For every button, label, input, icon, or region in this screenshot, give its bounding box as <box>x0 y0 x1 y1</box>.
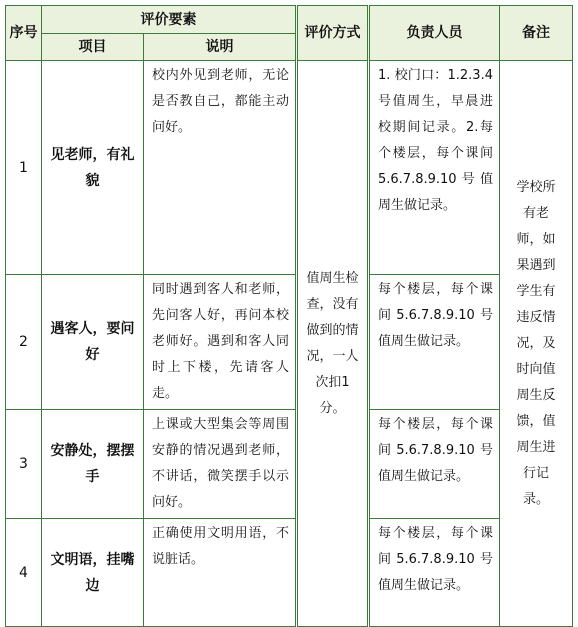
remark-cell: 学校所有老师，如果遇到学生有违反情况，及时向值周生反馈，值周生进行记录。 <box>500 61 573 627</box>
row-desc: 正确使用文明用语，不说脏话。 <box>144 519 297 627</box>
table-row <box>6 61 573 275</box>
row-resp: 每个楼层，每个课间5.6.7.8.9.10号值周生做记录。 <box>369 519 500 627</box>
row-item: 见老师，有礼貌 <box>42 61 144 275</box>
header-row-main <box>6 6 573 34</box>
row-desc: 校内外见到老师，无论是否教自己，都能主动问好。 <box>144 61 297 275</box>
evaluation-table-container <box>5 5 573 627</box>
header-seq: 序号 <box>6 6 42 61</box>
eval-method-cell: 值周生检查，没有做到的情况，一人次扣1分。 <box>297 61 369 627</box>
table-row <box>6 275 573 410</box>
evaluation-table <box>5 5 573 627</box>
row-item: 安静处，摆摆手 <box>42 410 144 519</box>
header-item: 项目 <box>42 34 144 61</box>
row-seq: 1 <box>6 61 42 275</box>
row-seq: 2 <box>6 275 42 410</box>
row-seq: 4 <box>6 519 42 627</box>
row-desc: 上课或大型集会等周围安静的情况遇到老师，不讲话，微笑摆手以示问好。 <box>144 410 297 519</box>
row-resp: 每个楼层，每个课间5.6.7.8.9.10号值周生做记录。 <box>369 410 500 519</box>
header-resp: 负责人员 <box>369 6 500 61</box>
header-eval: 评价方式 <box>297 6 369 61</box>
table-row <box>6 410 573 519</box>
table-row <box>6 519 573 627</box>
row-item: 遇客人，要问好 <box>42 275 144 410</box>
row-seq: 3 <box>6 410 42 519</box>
header-remark: 备注 <box>500 6 573 61</box>
row-desc: 同时遇到客人和老师，先问客人好，再问本校老师好。遇到和客人同时上下楼，先请客人走。 <box>144 275 297 410</box>
row-item: 文明语，挂嘴边 <box>42 519 144 627</box>
header-elements: 评价要素 <box>42 6 297 34</box>
header-desc: 说明 <box>144 34 297 61</box>
row-resp: 每个楼层，每个课间5.6.7.8.9.10号值周生做记录。 <box>369 275 500 410</box>
row-resp: 1. 校门口：1.2.3.4号值周生，早晨进校期间记录。2.每个楼层，每个课间5.6.7.8.9.10号值周生做记录。 <box>369 61 500 275</box>
